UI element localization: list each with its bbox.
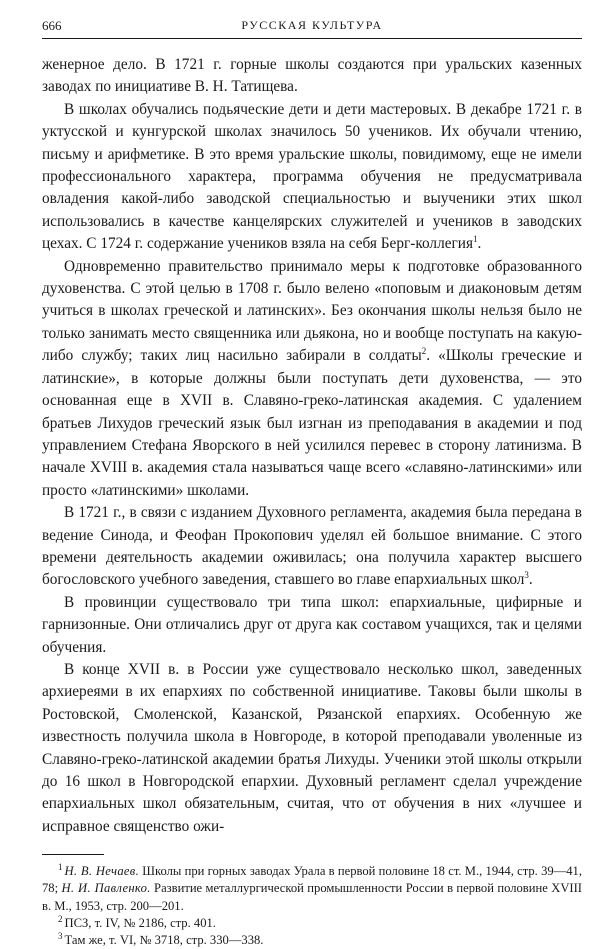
footnote-author: Н. В. Нечаев. (64, 864, 140, 879)
paragraph-text: женерное дело. В 1721 г. горные школы создаются при уральских казенных заводах по инициативе В. Н. Татищева. (42, 56, 582, 96)
footnote-mark: 2 (58, 913, 63, 924)
header-rule (42, 38, 582, 39)
book-page (42, 14, 582, 949)
footnote-1 (42, 863, 582, 915)
running-head (42, 14, 582, 36)
footnotes (42, 863, 582, 949)
paragraph-text: Одновременно правительство принимало меры к подготовке образованного духовенства. С этой целью в 1708 г. было велено «поповым и диаконовым детям учиться в школах греческой и латинских». Без окончания школы нельзя было не только занимать место священника или дьякона, но и вообще поступать на какую-либо службу; таких лиц насильно забирали в солдаты (42, 257, 582, 365)
paragraph-3 (42, 256, 582, 502)
page-number: 666 (42, 18, 62, 33)
footnote-3 (42, 932, 582, 949)
body-text (42, 54, 582, 838)
footnote-text: Развитие металлургической промышленности России в первой половине XVIII в. М., 1953, стр. 200—201. (42, 881, 582, 913)
paragraph-text: В 1721 г., в связи с изданием Духовного регламента, академия была передана в ведение Синода, и Феофан Прокопович уделял ей большое внимание. С этого времени деятельность академии оживилась; она получила характер высшего богословского учебного заведения, ставшего во главе епархиальных школ (42, 504, 582, 589)
footnote-2 (42, 915, 582, 932)
paragraph-2: В школах обучались подьяческие дети и дети мастеровых. В декабре 1721 г. в уктусской и кунгурской школах значилось 50 учеников. Их обучали чтению, письму и арифметике. В это время уральские школы, повидимому, еще не имели профессионального характера, программа обучения не предусматривала овладения какой-либо заводской специальностью и выученики этих школ использовались в качестве канцелярских служителей и учеников в заводских цехах. С 1724 г. содержание учеников взяла на себя Берг-коллегия$^1$. (42, 100, 582, 253)
paragraph-4 (42, 502, 582, 592)
paragraph-6 (42, 659, 582, 838)
running-title: РУССКАЯ КУЛЬТУРА (241, 18, 383, 32)
paragraph-text: В школах обучались подьяческие дети и дети мастеровых. В декабре 1721 г. в уктусской и кунгурской школах значилось 50 учеников. Их обучали чтению, письму и арифметике. В это время уральские школы, повидимому, еще не имели профессионального характера, программа обучения не предусматривала овладения какой-либо заводской специальностью и выученики этих школ использовались в качестве канцелярских служителей и учеников в заводских цехах. С 1724 г. содержание учеников взяла на себя Берг-коллегия (42, 100, 582, 253)
footnote-mark: 1 (58, 862, 63, 873)
footnote-author: Н. И. Павленко. (61, 881, 151, 896)
footnote-mark: 3 (58, 930, 63, 941)
paragraph-text-continued: . «Школы греческие и латинские», в которые должны были поступать дети духовенства, — это основанная еще в XVII в. Славяно-греко-латинская академия. С удалением братьев Лихудов греческий язык был изгнан из преподавания в академии и под управлением Стефана Яворского в ней усилился перевес в сторону латинизма. В начале XVIII в. академия стала называться чаще всего «славяно-латинскими» или просто «латинскими» школами. (42, 347, 583, 499)
footnote-text: Там же, т. VI, № 3718, стр. 330—338. (64, 933, 264, 948)
paragraph-text: В конце XVII в. в России уже существовало несколько школ, заведенных архиереями в их епархиях по собственной инициативе. Таковы были школы в Ростовской, Смоленской, Казанской, Рязанской епархиях. Особенную же известность получила школа в Новгороде, в которой преподавали уволенные из Славяно-греко-латинской академии братья Лихуды. Ученики этой школы открыли до 16 школ в Новгородской епархии. Духовный регламент сделал учреждение епархиальных школ обязательным, считая, что от обучения в них «лучшее и исправное священство ожи- (42, 660, 582, 835)
paragraph-text: В провинции существовало три типа школ: епархиальные, цифирные и гарнизонные. Они отличались друг от друга как составом учащихся, так и целями обучения. (42, 593, 582, 656)
paragraph-5 (42, 592, 582, 659)
paragraph-text-continued: . (528, 571, 533, 589)
footnote-text: ПСЗ, т. IV, № 2186, стр. 401. (64, 915, 216, 930)
footnote-ref-2[interactable]: 2 (421, 346, 427, 357)
paragraph-1 (42, 54, 582, 99)
footnote-separator (42, 854, 104, 855)
footnote-ref-3[interactable]: 3 (524, 570, 529, 581)
footnote-text: Школы при горных заводах Урала в первой половине 18 ст. М., 1944, стр. 39—41, 78; (42, 864, 583, 896)
footnote-ref-1[interactable]: 1 (473, 234, 478, 245)
